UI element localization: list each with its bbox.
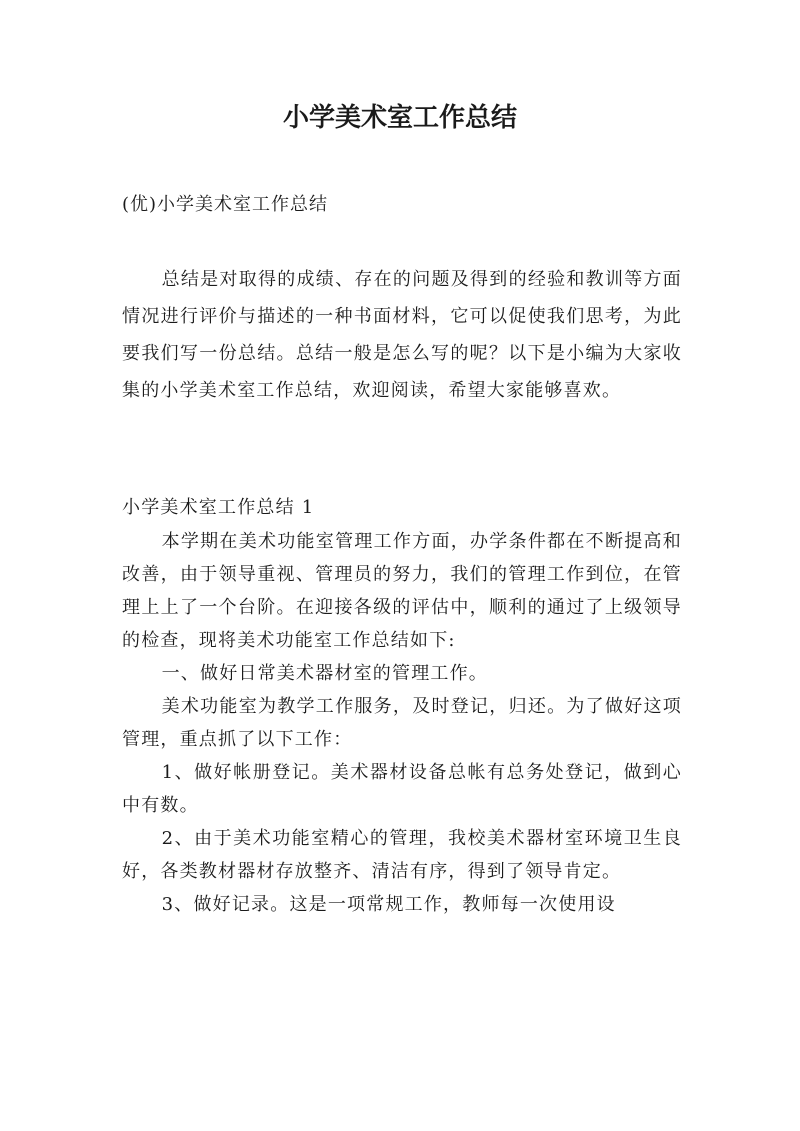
section-1 xyxy=(122,490,682,921)
intro-block xyxy=(122,261,682,409)
paragraph-1: 本学期在美术功能室管理工作方面，办学条件都在不断提高和改善，由于领导重视、管理员的努力，我们的管理工作到位，在管理上上了一个台阶。在迎接各级的评估中，顺利的通过了上级领导的检查，现将美术功能室工作总结如下: xyxy=(122,531,682,651)
document-subtitle: (优)小学美术室工作总结 xyxy=(122,194,329,215)
intro-paragraph: 总结是对取得的成绩、存在的问题及得到的经验和教训等方面情况进行评价与描述的一种书面材料，它可以促使我们思考，为此要我们写一份总结。总结一般是怎么写的呢？以下是小编为大家收集的小学美术室工作总结，欢迎阅读，希望大家能够喜欢。 xyxy=(122,269,682,401)
paragraph-4: 1、做好帐册登记。美术器材设备总帐有总务处登记，做到心中有数。 xyxy=(122,762,682,816)
paragraph-3: 美术功能室为教学工作服务，及时登记，归还。为了做好这项管理，重点抓了以下工作： xyxy=(122,696,682,750)
document-title: 小学美术室工作总结 xyxy=(282,103,517,133)
paragraph-2: 一、做好日常美术器材室的管理工作。 xyxy=(161,663,488,684)
paragraph-5: 2、由于美术功能室精心的管理，我校美术器材室环境卫生良好，各类教材器材存放整齐、清洁有序，得到了领导肯定。 xyxy=(122,828,682,882)
section-heading: 小学美术室工作总结 1 xyxy=(122,497,315,518)
paragraph-6: 3、做好记录。这是一项常规工作，教师每一次使用设 xyxy=(161,894,616,915)
